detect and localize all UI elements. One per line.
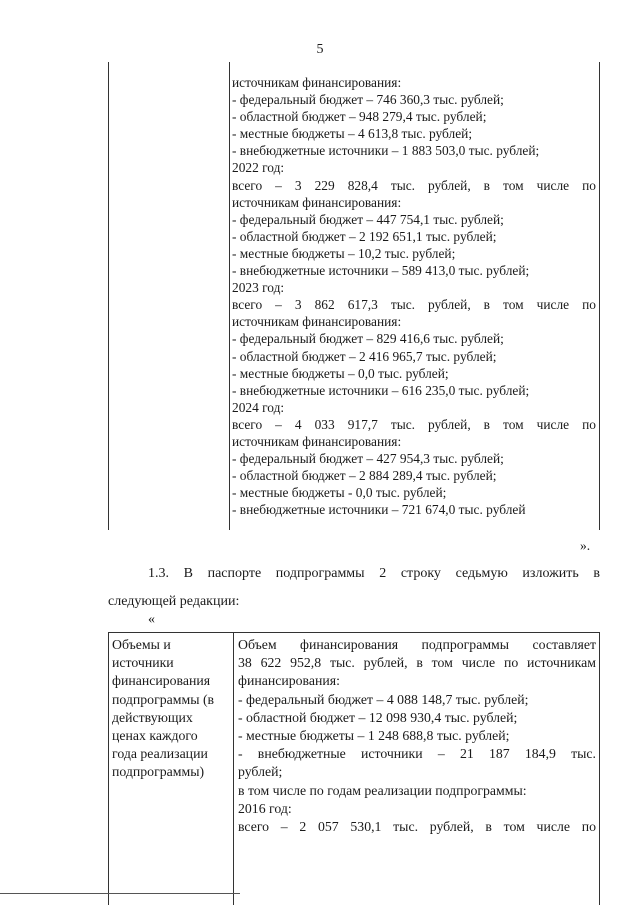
table-border-left: [108, 632, 109, 905]
label-line: подпрограммы): [112, 764, 205, 780]
bottom-financing-table: [108, 632, 600, 905]
paragraph-line: 1.3. В паспорте подпрограммы 2 строку седьмую изложить в: [148, 566, 600, 581]
table-line: источникам финансирования:: [232, 433, 402, 449]
table-line: - местные бюджеты – 4 613,8 тыс. рублей;: [232, 126, 473, 142]
table-line: - областной бюджет – 948 279,4 тыс. рублей;: [232, 109, 487, 125]
label-line: Объемы и: [112, 637, 171, 652]
table-line: всего – 3 229 828,4 тыс. рублей, в том числе по: [232, 177, 596, 193]
closing-quote: ».: [580, 538, 591, 553]
value-line: - внебюджетные источники – 21 187 184,9 тыс.: [238, 746, 596, 762]
table-line: 2022 год:: [232, 160, 285, 176]
table-line: - федеральный бюджет – 447 754,1 тыс. рублей;: [232, 211, 504, 227]
table-line: - внебюджетные источники – 589 413,0 тыс. рублей;: [232, 263, 530, 279]
label-line: года реализации: [112, 746, 208, 762]
table-border-left: [108, 62, 109, 530]
paragraph-line: следующей редакции:: [108, 594, 240, 609]
value-line: финансирования:: [238, 673, 340, 689]
page-number: 5: [316, 42, 324, 57]
value-line: 2016 год:: [238, 800, 292, 816]
value-line: - областной бюджет – 12 098 930,4 тыс. рублей;: [238, 709, 518, 725]
label-line: действующих: [112, 709, 193, 725]
value-line: Объем финансирования подпрограммы составляет: [238, 637, 596, 652]
table-line: - федеральный бюджет – 829 416,6 тыс. рублей;: [232, 331, 504, 347]
table-border-right: [599, 632, 600, 905]
value-line: в том числе по годам реализации подпрограммы:: [238, 782, 527, 798]
value-line: - федеральный бюджет – 4 088 148,7 тыс. рублей;: [238, 691, 529, 707]
table-line: всего – 3 862 617,3 тыс. рублей, в том числе по: [232, 297, 596, 313]
value-line: 38 622 952,8 тыс. рублей, в том числе по источникам: [238, 655, 596, 671]
footer-rule: [0, 893, 240, 894]
table-line: 2024 год:: [232, 399, 285, 415]
table-line: - местные бюджеты – 0,0 тыс. рублей;: [232, 365, 449, 381]
table-line: - местные бюджеты – 10,2 тыс. рублей;: [232, 245, 456, 261]
value-line: рублей;: [238, 764, 283, 780]
table-line: источникам финансирования:: [232, 75, 402, 90]
value-line: всего – 2 057 530,1 тыс. рублей, в том числе по: [238, 819, 596, 835]
row-label-cell: [112, 636, 230, 782]
table-line: - областной бюджет – 2 884 289,4 тыс. рублей;: [232, 468, 497, 484]
label-line: источники: [112, 655, 174, 671]
amendment-paragraph: [108, 560, 600, 616]
label-line: ценах каждого: [112, 728, 198, 744]
table-line: - внебюджетные источники – 616 235,0 тыс. рублей;: [232, 382, 530, 398]
table-border-top: [108, 632, 600, 633]
table-line: источникам финансирования:: [232, 194, 402, 210]
table-line: источникам финансирования:: [232, 314, 402, 330]
opening-quote: «: [148, 612, 155, 627]
table-line: - местные бюджеты - 0,0 тыс. рублей;: [232, 485, 447, 501]
table-line: - федеральный бюджет – 746 360,3 тыс. рублей;: [232, 92, 504, 108]
table-border-right: [599, 62, 600, 530]
table-line: - областной бюджет – 2 416 965,7 тыс. рублей;: [232, 348, 497, 364]
table-line: 2023 год:: [232, 280, 285, 296]
label-line: финансирования: [112, 673, 211, 689]
table-line: - областной бюджет – 2 192 651,1 тыс. рублей;: [232, 228, 497, 244]
top-table-right-cell: [232, 74, 596, 518]
label-line: подпрограммы (в: [112, 691, 215, 707]
row-value-cell: [238, 636, 596, 836]
top-financing-table: [108, 62, 600, 530]
table-column-divider: [229, 62, 230, 530]
value-line: - местные бюджеты – 1 248 688,8 тыс. рублей;: [238, 728, 510, 744]
table-line: - внебюджетные источники – 1 883 503,0 тыс. рублей;: [232, 143, 540, 159]
table-line: всего – 4 033 917,7 тыс. рублей, в том числе по: [232, 416, 596, 432]
table-line: - внебюджетные источники – 721 674,0 тыс. рублей: [232, 502, 526, 518]
table-column-divider: [233, 632, 234, 905]
table-line: - федеральный бюджет – 427 954,3 тыс. рублей;: [232, 451, 504, 467]
